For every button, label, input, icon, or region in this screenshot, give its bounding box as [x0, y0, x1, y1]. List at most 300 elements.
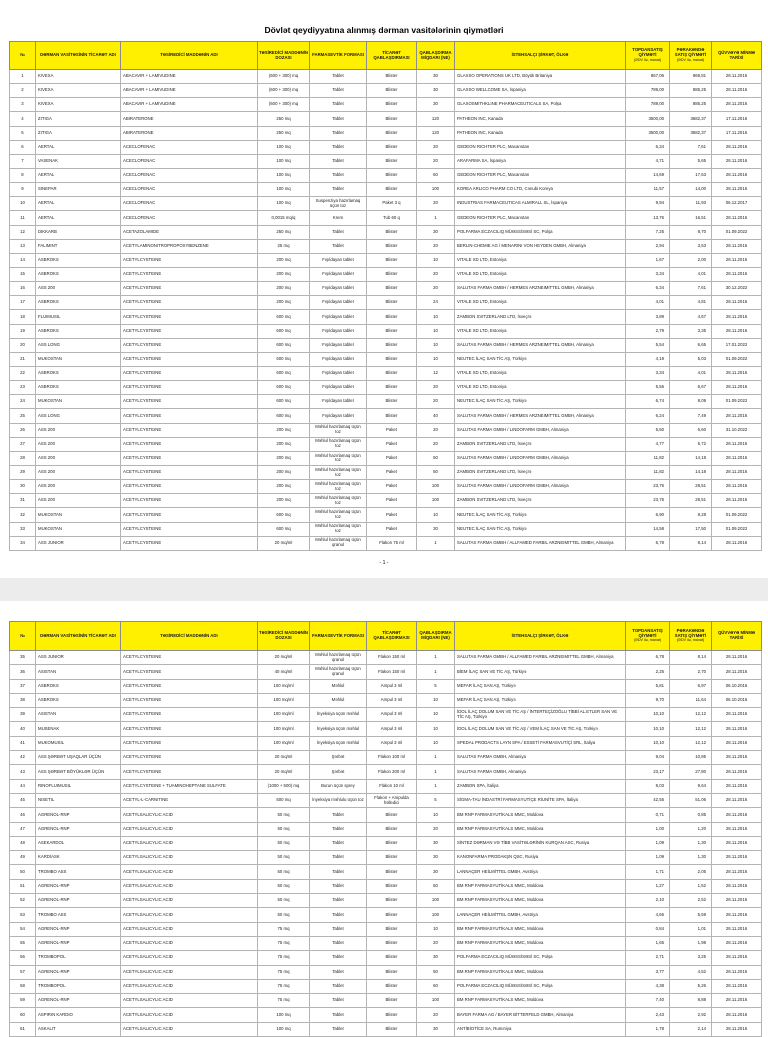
- table-row: [10, 765, 762, 779]
- retail-price: 16,51: [670, 211, 712, 225]
- dosage: 100 mq/ml: [258, 679, 310, 693]
- package-quantity: 50: [417, 465, 455, 479]
- table-row: [10, 282, 762, 296]
- pharmaceutical-form: Fışıldayan tablet: [310, 267, 367, 281]
- trade-name: KIVEXA: [36, 84, 121, 98]
- package-quantity: 1: [417, 765, 455, 779]
- manufacturer: BM RNP FARMASYUTİKALS MMC, Moldova: [455, 822, 626, 836]
- retail-price: 14,00: [670, 183, 712, 197]
- dosage: 600 mq: [258, 310, 310, 324]
- retail-price: 5,59: [670, 908, 712, 922]
- table-row: [10, 409, 762, 423]
- effective-date: 28.11.2016: [712, 894, 762, 908]
- row-number: 12: [10, 225, 36, 239]
- active-substance: ABACAVIR + LAMIVUDINE: [121, 70, 258, 84]
- package-quantity: 10: [417, 508, 455, 522]
- package-type: Blister: [367, 253, 417, 267]
- table-row: [10, 381, 762, 395]
- retail-price: 11,93: [670, 197, 712, 211]
- package-type: Blister: [367, 994, 417, 1008]
- table-row: [10, 296, 762, 310]
- package-type: Blister: [367, 865, 417, 879]
- manufacturer: VITALE XD LTD, Estoniya: [455, 381, 626, 395]
- dosage: 250 mq: [258, 126, 310, 140]
- dosage: 75 mq: [258, 965, 310, 979]
- dosage: 50 mq: [258, 908, 310, 922]
- wholesale-price: 789,00: [626, 98, 670, 112]
- pharmaceutical-form: Fışıldayan tablet: [310, 352, 367, 366]
- table-row: [10, 736, 762, 750]
- pharmaceutical-form: Tablet: [310, 908, 367, 922]
- manufacturer: ZAMBON SVITZERLAND LTD, İsveçrə: [455, 465, 626, 479]
- effective-date: 01.09.2022: [712, 395, 762, 409]
- header-active-substance: TƏSİREDİCİ MADDƏNİN ADI: [121, 622, 258, 651]
- effective-date: 01.09.2022: [712, 352, 762, 366]
- dosage: 0,0015 mq/q: [258, 211, 310, 225]
- manufacturer: NEUTEC İLAÇ SAN TİC AŞ, Türkiyə: [455, 395, 626, 409]
- package-quantity: 100: [417, 183, 455, 197]
- header-retail: [670, 42, 712, 70]
- table-row: [10, 451, 762, 465]
- package-type: Blister: [367, 310, 417, 324]
- dosage: 600 mq: [258, 522, 310, 536]
- retail-price: 6,97: [670, 679, 712, 693]
- trade-name: RINOFLUIMUSIL: [36, 779, 121, 793]
- header-manufacturer: İSTEHSALÇI ŞİRKƏT, ÖLKƏ: [455, 622, 626, 651]
- dosage: 600 mq: [258, 352, 310, 366]
- package-quantity: 30: [417, 1022, 455, 1036]
- package-quantity: 30: [417, 865, 455, 879]
- table-row: [10, 779, 762, 793]
- dosage: 100 mq/ml: [258, 708, 310, 722]
- effective-date: 28.11.2016: [712, 1008, 762, 1022]
- table-header-row: [10, 622, 762, 651]
- package-type: Blister: [367, 267, 417, 281]
- pharmaceutical-form: Suspenziya hazırlamaq üçün toz: [310, 197, 367, 211]
- trade-name: AERTAL: [36, 140, 121, 154]
- active-substance: ACETYLCYSTEINE: [121, 494, 258, 508]
- package-quantity: 20: [417, 822, 455, 836]
- wholesale-price: 1,78: [626, 1022, 670, 1036]
- wholesale-price: 1,09: [626, 851, 670, 865]
- effective-date: 28.11.2016: [712, 451, 762, 465]
- row-number: 58: [10, 979, 36, 993]
- table-row: [10, 708, 762, 722]
- wholesale-price: 867,06: [626, 70, 670, 84]
- package-quantity: 20: [417, 140, 455, 154]
- retail-price: 2,14: [670, 1022, 712, 1036]
- wholesale-price: 42,55: [626, 793, 670, 807]
- package-quantity: 24: [417, 296, 455, 310]
- trade-name: AERTAL: [36, 197, 121, 211]
- dosage: 50 mq: [258, 822, 310, 836]
- trade-name: ASS LONG: [36, 409, 121, 423]
- dosage: 50 mq: [258, 808, 310, 822]
- trade-name: ASS ŞƏRBƏT BÖYÜKLƏR ÜÇÜN: [36, 765, 121, 779]
- wholesale-price: 4,66: [626, 908, 670, 922]
- table-row: [10, 225, 762, 239]
- dosage: 20 mq/ml: [258, 751, 310, 765]
- package-quantity: 10: [417, 708, 455, 722]
- trade-name: MUKOSTAN: [36, 395, 121, 409]
- dosage: 600 mq: [258, 381, 310, 395]
- header-quantity: QABLAŞDIRMA MİQDARI (NE): [417, 622, 455, 651]
- package-type: Blister: [367, 296, 417, 310]
- retail-price: 2,92: [670, 1008, 712, 1022]
- effective-date: 28.11.2016: [712, 665, 762, 679]
- manufacturer: BM RNP FARMASYUTİKALS MMC, Moldova: [455, 965, 626, 979]
- manufacturer: GLAXOSMITHKLINE PHARMACEUTICALS SA, Polşa: [455, 98, 626, 112]
- manufacturer: SPEDAL PRODACTS LAYN SPA / ESSETİ FARMASVUTİÇİ SRL, İtaliya: [455, 736, 626, 750]
- table-row: [10, 310, 762, 324]
- dosage: (600 + 300) mq: [258, 70, 310, 84]
- dosage: 200 mq: [258, 296, 310, 310]
- wholesale-price: 23,17: [626, 765, 670, 779]
- trade-name: AERTAL: [36, 168, 121, 182]
- effective-date: 28.11.2016: [712, 366, 762, 380]
- pharmaceutical-form: Fışıldayan tablet: [310, 296, 367, 310]
- package-type: Paket: [367, 451, 417, 465]
- active-substance: ACETYLCYSTEINE: [121, 409, 258, 423]
- effective-date: 01.09.2022: [712, 225, 762, 239]
- active-substance: ACETYLCYSTEINE: [121, 708, 258, 722]
- dosage: 100 mq: [258, 140, 310, 154]
- effective-date: 28.11.2016: [712, 267, 762, 281]
- header-retail-label: PƏRAKƏNDƏ SATIŞ QİYMƏTİ: [674, 627, 707, 638]
- retail-price: 28,51: [670, 494, 712, 508]
- pharmaceutical-form: Məhlul hazırlamaq üçün toz: [310, 522, 367, 536]
- table-row: [10, 494, 762, 508]
- table-row: [10, 126, 762, 140]
- table-row: [10, 480, 762, 494]
- manufacturer: VITALE XD LTD, Estoniya: [455, 296, 626, 310]
- retail-price: 1,30: [670, 836, 712, 850]
- row-number: 42: [10, 751, 36, 765]
- effective-date: 06.10.2016: [712, 693, 762, 707]
- package-quantity: 100: [417, 494, 455, 508]
- retail-price: 4,01: [670, 267, 712, 281]
- manufacturer: ZAMBON SVITZERLAND LTD, İsveçrə: [455, 437, 626, 451]
- trade-name: AGRENOL-RNP: [36, 936, 121, 950]
- active-substance: ABACAVIR + LAMIVUDINE: [121, 98, 258, 112]
- effective-date: 28.11.2016: [712, 651, 762, 665]
- manufacturer: SALUTAS FARMA GMBH / LINDOFARM GMBH, Almaniya: [455, 451, 626, 465]
- manufacturer: İDOL İLAÇ DOLUM SAN VE TİC AŞ / İNTERTEÇİZOĞLU TİBBİ AL.ETLER SAN VE TİC AŞ, Türkiyə: [455, 708, 626, 722]
- row-number: 48: [10, 836, 36, 850]
- retail-price: 885,25: [670, 84, 712, 98]
- package-type: Ampul 3 ml: [367, 679, 417, 693]
- active-substance: ACETYLCYSTEINE: [121, 508, 258, 522]
- pharmaceutical-form: Məhlul hazırlamaq üçün toz: [310, 494, 367, 508]
- package-type: Blister: [367, 1022, 417, 1036]
- trade-name: ASBROKS: [36, 693, 121, 707]
- pharmaceutical-form: Tablet: [310, 84, 367, 98]
- package-quantity: 50: [417, 451, 455, 465]
- price-table-page-2: [9, 621, 762, 1037]
- manufacturer: VITALE XD LTD, Estoniya: [455, 366, 626, 380]
- wholesale-price: 5,81: [626, 679, 670, 693]
- manufacturer: SALUTAS FARMA GMBH, Almaniya: [455, 765, 626, 779]
- manufacturer: BİEM İLAÇ SAN VE TİC AŞ, Türkiyə: [455, 665, 626, 679]
- dosage: 200 mq: [258, 253, 310, 267]
- trade-name: ASS 200: [36, 437, 121, 451]
- manufacturer: PATHEON INC, Kanada: [455, 112, 626, 126]
- row-number: 52: [10, 894, 36, 908]
- dosage: 600 mq: [258, 395, 310, 409]
- dosage: (1000 + 500) mq: [258, 779, 310, 793]
- wholesale-price: 3500,00: [626, 126, 670, 140]
- retail-price: 12,12: [670, 722, 712, 736]
- header-validity: QÜVVƏYƏ MİNMƏ TARİXİ: [712, 622, 762, 651]
- pharmaceutical-form: Tablet: [310, 951, 367, 965]
- pharmaceutical-form: Fışıldayan tablet: [310, 310, 367, 324]
- trade-name: AGRENOL-RNP: [36, 822, 121, 836]
- package-quantity: 50: [417, 879, 455, 893]
- retail-price: 14,18: [670, 465, 712, 479]
- wholesale-price: 13,76: [626, 211, 670, 225]
- package-type: Blister: [367, 366, 417, 380]
- trade-name: ASS 200: [36, 451, 121, 465]
- row-number: 26: [10, 423, 36, 437]
- retail-price: 51,06: [670, 793, 712, 807]
- manufacturer: NEUTEC İLAÇ SAN TİC AŞ, Türkiyə: [455, 508, 626, 522]
- effective-date: 28.11.2016: [712, 979, 762, 993]
- effective-date: 28.11.2016: [712, 381, 762, 395]
- wholesale-price: 4,01: [626, 296, 670, 310]
- dosage: 250 mq: [258, 112, 310, 126]
- active-substance: ACETYLCYSTEINE: [121, 765, 258, 779]
- retail-price: 12,12: [670, 736, 712, 750]
- effective-date: 28.11.2016: [712, 722, 762, 736]
- row-number: 41: [10, 736, 36, 750]
- table-row: [10, 693, 762, 707]
- package-quantity: 50: [417, 965, 455, 979]
- manufacturer: SALUTAS FARMA GMBH / LINDOFARM GMBH, Almaniya: [455, 480, 626, 494]
- pharmaceutical-form: Məhlul hazırlamaq üçün toz: [310, 451, 367, 465]
- package-quantity: 30: [417, 836, 455, 850]
- row-number: 43: [10, 765, 36, 779]
- trade-name: ASBROKS: [36, 267, 121, 281]
- pharmaceutical-form: Tablet: [310, 126, 367, 140]
- row-number: 2: [10, 84, 36, 98]
- retail-price: 3682,37: [670, 126, 712, 140]
- trade-name: ASPIRIN KARDIO: [36, 1008, 121, 1022]
- row-number: 23: [10, 381, 36, 395]
- row-number: 22: [10, 366, 36, 380]
- manufacturer: POLFARMA ECZACILIQ MÜƏSSİSƏSİ SC, Polşa: [455, 225, 626, 239]
- package-quantity: 30: [417, 70, 455, 84]
- package-quantity: 30: [417, 84, 455, 98]
- table-row: [10, 808, 762, 822]
- retail-price: 6,65: [670, 338, 712, 352]
- active-substance: ACECLOFENAC: [121, 211, 258, 225]
- package-type: Paket: [367, 494, 417, 508]
- header-manufacturer: İSTEHSALÇI ŞİRKƏT, ÖLKƏ: [455, 42, 626, 70]
- pharmaceutical-form: Tablet: [310, 979, 367, 993]
- trade-name: ASS LONG: [36, 338, 121, 352]
- dosage: 20 mq/ml: [258, 765, 310, 779]
- manufacturer: SALUTAS FARMA GMBH / HERMES ARZNEIMITTEL GMBH, Almaniya: [455, 338, 626, 352]
- effective-date: 28.11.2016: [712, 239, 762, 253]
- package-quantity: 100: [417, 994, 455, 1008]
- wholesale-price: 3500,00: [626, 112, 670, 126]
- package-quantity: 30: [417, 851, 455, 865]
- row-number: 53: [10, 908, 36, 922]
- trade-name: SINEPAR: [36, 183, 121, 197]
- table-header-row: [10, 42, 762, 70]
- trade-name: ZITIGA: [36, 112, 121, 126]
- package-type: Paket: [367, 480, 417, 494]
- effective-date: 31.10.2022: [712, 423, 762, 437]
- package-quantity: 10: [417, 736, 455, 750]
- row-number: 5: [10, 126, 36, 140]
- row-number: 15: [10, 267, 36, 281]
- package-quantity: 20: [417, 437, 455, 451]
- package-quantity: 30: [417, 225, 455, 239]
- package-type: Blister: [367, 808, 417, 822]
- table-row: [10, 879, 762, 893]
- package-quantity: 20: [417, 154, 455, 168]
- package-type: Flakon 200 ml: [367, 765, 417, 779]
- table-row: [10, 197, 762, 211]
- active-substance: ACETYLSALICYLIC ACID: [121, 865, 258, 879]
- wholesale-price: 9,94: [626, 197, 670, 211]
- table-row: [10, 324, 762, 338]
- manufacturer: SALUTAS FARMA GMBH / LINDOFARM GMBH, Almaniya: [455, 423, 626, 437]
- row-number: 4: [10, 112, 36, 126]
- row-number: 31: [10, 494, 36, 508]
- pharmaceutical-form: Tablet: [310, 140, 367, 154]
- header-trade-name: DƏRMAN VASİTƏSİNİN TİCARƏT ADI: [36, 42, 121, 70]
- active-substance: ACETYLCYSTEINE: [121, 310, 258, 324]
- active-substance: ACETYLSALICYLIC ACID: [121, 879, 258, 893]
- row-number: 24: [10, 395, 36, 409]
- trade-name: ASISTAN: [36, 665, 121, 679]
- package-quantity: 30: [417, 98, 455, 112]
- pharmaceutical-form: Burun üçün sprey: [310, 779, 367, 793]
- trade-name: ASBROKS: [36, 296, 121, 310]
- package-quantity: 1: [417, 211, 455, 225]
- manufacturer: GLAXSO OPERATIONS UK LTD, Böyük Britaniya: [455, 70, 626, 84]
- active-substance: ACETYLCYSTEINE: [121, 381, 258, 395]
- retail-price: 27,80: [670, 765, 712, 779]
- package-type: Blister: [367, 239, 417, 253]
- pharmaceutical-form: Tablet: [310, 183, 367, 197]
- active-substance: ACETYLCYSTEINE: [121, 324, 258, 338]
- package-quantity: 1: [417, 665, 455, 679]
- table-row: [10, 267, 762, 281]
- package-quantity: 30: [417, 522, 455, 536]
- retail-price: 5,03: [670, 352, 712, 366]
- row-number: 35: [10, 651, 36, 665]
- pharmaceutical-form: Fışıldayan tablet: [310, 324, 367, 338]
- package-quantity: 10: [417, 808, 455, 822]
- manufacturer: MEFAR İLAÇ SAN AŞ, Türkiyə: [455, 679, 626, 693]
- manufacturer: BM RNP FARMASYUTİKALS MMC, Moldova: [455, 994, 626, 1008]
- effective-date: 28.11.2016: [712, 865, 762, 879]
- package-quantity: 5: [417, 793, 455, 807]
- wholesale-price: 14,58: [626, 522, 670, 536]
- row-number: 16: [10, 282, 36, 296]
- pharmaceutical-form: İnyeksiya üçün məhlul: [310, 722, 367, 736]
- dosage: 600 mq: [258, 338, 310, 352]
- trade-name: ASBROKS: [36, 679, 121, 693]
- dosage: 100 mq: [258, 1022, 310, 1036]
- table-row: [10, 536, 762, 550]
- dosage: 40 mq/ml: [258, 665, 310, 679]
- retail-price: 4,52: [670, 965, 712, 979]
- row-number: 37: [10, 679, 36, 693]
- pharmaceutical-form: Tablet: [310, 965, 367, 979]
- pharmaceutical-form: Şərbət: [310, 765, 367, 779]
- header-quantity: QABLAŞDIRMA MİQDARI (NE): [417, 42, 455, 70]
- wholesale-price: 0,84: [626, 922, 670, 936]
- effective-date: 30.12.2022: [712, 282, 762, 296]
- dosage: 50 mq: [258, 851, 310, 865]
- pharmaceutical-form: Tablet: [310, 225, 367, 239]
- header-form: FARMASEVTİK FORMASI: [310, 622, 367, 651]
- dosage: 100 mq: [258, 154, 310, 168]
- active-substance: ACETYLCYSTEINE: [121, 296, 258, 310]
- wholesale-price: 4,71: [626, 154, 670, 168]
- retail-price: 4,81: [670, 296, 712, 310]
- active-substance: ACETYL-L-CARNITINE: [121, 793, 258, 807]
- effective-date: 28.11.2016: [712, 98, 762, 112]
- retail-price: 11,64: [670, 693, 712, 707]
- active-substance: ACETYLSALICYLIC ACID: [121, 836, 258, 850]
- retail-price: 28,51: [670, 480, 712, 494]
- package-type: Blister: [367, 168, 417, 182]
- table-row: [10, 366, 762, 380]
- retail-price: 12,12: [670, 708, 712, 722]
- effective-date: 28.11.2016: [712, 310, 762, 324]
- pharmaceutical-form: Məhlul hazırlamaq üçün toz: [310, 437, 367, 451]
- wholesale-price: 1,65: [626, 936, 670, 950]
- pharmaceutical-form: Məhlul hazırlamaq üçün toz: [310, 423, 367, 437]
- row-number: 55: [10, 936, 36, 950]
- manufacturer: BM RNP FARMASYUTİKALS MMC, Moldova: [455, 879, 626, 893]
- retail-price: 3,35: [670, 324, 712, 338]
- table-row: [10, 665, 762, 679]
- wholesale-price: 3,34: [626, 267, 670, 281]
- pharmaceutical-form: İnyeksiya üçün məhlul: [310, 736, 367, 750]
- table-row: [10, 437, 762, 451]
- package-type: Blister: [367, 225, 417, 239]
- effective-date: 28.11.2016: [712, 70, 762, 84]
- package-type: Blister: [367, 851, 417, 865]
- pharmaceutical-form: Məhlul hazırlamaq üçün toz: [310, 480, 367, 494]
- active-substance: ACETYLSALICYLIC ACID: [121, 936, 258, 950]
- row-number: 30: [10, 480, 36, 494]
- active-substance: ACETYLCYSTEINE: [121, 282, 258, 296]
- trade-name: TROMBOPOL: [36, 979, 121, 993]
- wholesale-price: 1,27: [626, 879, 670, 893]
- package-quantity: 20: [417, 282, 455, 296]
- package-type: Blister: [367, 908, 417, 922]
- pharmaceutical-form: Krem: [310, 211, 367, 225]
- row-number: 8: [10, 168, 36, 182]
- manufacturer: VITALE XD LTD, Estoniya: [455, 267, 626, 281]
- package-quantity: 10: [417, 253, 455, 267]
- trade-name: AGRENOL-RNP: [36, 894, 121, 908]
- header-active-substance: TƏSİREDİCİ MADDƏNİN ADI: [121, 42, 258, 70]
- wholesale-price: 3,34: [626, 366, 670, 380]
- active-substance: ACETYLSALICYLIC ACID: [121, 922, 258, 936]
- package-type: Flakon 10 ml: [367, 779, 417, 793]
- dosage: 200 mq: [258, 282, 310, 296]
- trade-name: AERTAL: [36, 211, 121, 225]
- wholesale-price: 3,89: [626, 310, 670, 324]
